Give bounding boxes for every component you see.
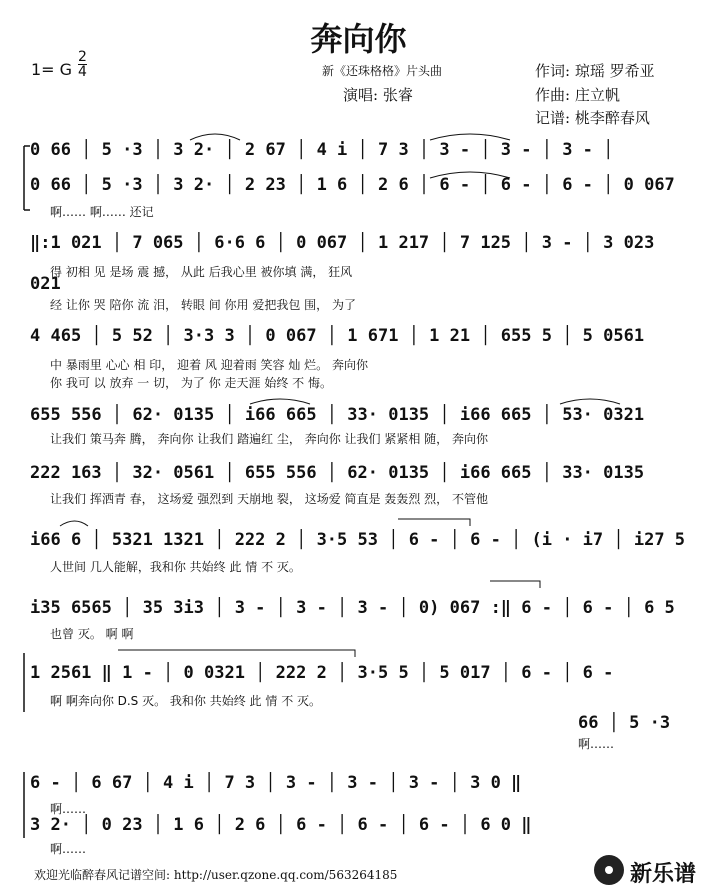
lyric-line: 得 初相 见 是场 震 撼， 从此 后我心里 被你填 满， 狂风 [50,265,353,279]
logo-text: 新乐谱 [630,862,697,887]
notation-line: i66 6 │ 5321 1321 │ 222 2 │ 3·5 53 │ 6 - │ 6 - │ (i · i7 │ i27 5 [30,530,686,550]
slur [190,134,240,140]
lyric-line: 中 暴雨里 心心 相 印， 迎着 风 迎着雨 笑容 灿 烂。 奔向你 [50,358,368,372]
system-brace [24,146,30,210]
slur [250,399,310,404]
lyric-line: 啊 啊奔向你 D.S 灭。 我和你 共始终 此 情 不 灭。 [50,694,322,708]
record-disc-icon [594,855,624,885]
composer-credit: 作曲: 庄立帆 [535,86,620,104]
slur [430,172,510,178]
lyric-line: 啊…… [50,842,87,856]
lyric-line: 也曾 灭。 啊 啊 [50,627,134,641]
notation-line: ‖:1 021 │ 7 065 │ 6·6 6 │ 0 067 │ 1 217 │ 7 125 │ 3 - │ 3 023 [30,233,655,253]
notation-line: 4 465 │ 5 52 │ 3·3 3 │ 0 067 │ 1 671 │ 1 21 │ 655 5 │ 5 0561 [30,326,645,346]
lyric-line: 经 让你 哭 陪你 流 泪， 转眼 间 你用 爱把我包 围， 为了 [50,298,356,312]
notation-line: 6 - │ 6 67 │ 4 i │ 7 3 │ 3 - │ 3 - │ 3 - │ 3 0 ‖ [30,773,522,793]
notation-line: 655 556 │ 62· 0135 │ i66 665 │ 33· 0135 │ i66 665 │ 53· 0321 [30,405,645,425]
lyric-line: 人世间 几人能解，我和你 共始终 此 情 不 灭。 [50,560,301,574]
time-signature: 2 4 [78,49,87,80]
lyric-line: 让我们 挥洒青 春， 这场爱 强烈到 天崩地 裂， 这场爱 简直是 轰轰烈 烈， 不管他 [50,492,488,506]
volta-bracket [118,650,355,657]
slur [430,134,510,140]
notation-line: i35 6565 │ 35 3i3 │ 3 - │ 3 - │ 3 - │ 0) 067 :‖ 6 - │ 6 - │ 6 5 [30,598,675,618]
notation-line: 66 │ 5 ·3 [578,713,671,733]
notation-line: 0 66 │ 5 ·3 │ 3 2· │ 2 23 │ 1 6 │ 2 6 │ 6 - │ 6 - │ 6 - │ 0 067 [30,175,675,195]
footer-credit: 欢迎光临醉春风记谱空间: http://user.qzone.qq.com/563264185 [34,868,398,882]
song-title: 奔向你 [310,20,407,58]
lyric-line: 啊…… [578,737,615,751]
transcriber-credit: 记谱: 桃李醉春风 [535,109,650,127]
lyric-line: 让我们 策马奔 腾， 奔向你 让我们 踏遍红 尘， 奔向你 让我们 紧紧相 随， 奔向你 [50,432,488,446]
slur [560,399,620,404]
key-signature: 1= G [31,60,73,79]
site-logo [594,853,714,889]
volta-bracket [490,581,540,588]
song-subtitle: 新《还珠格格》片头曲 [322,64,443,78]
volta-bracket [398,519,470,526]
lyricist-credit: 作词: 琼瑶 罗希亚 [535,62,655,80]
singer-credit: 演唱: 张睿 [343,86,413,104]
notation-line: 0 66 │ 5 ·3 │ 3 2· │ 2 67 │ 4 i │ 7 3 │ 3 - │ 3 - │ 3 - │ [30,140,614,160]
notation-line: 222 163 │ 32· 0561 │ 655 556 │ 62· 0135 │ i66 665 │ 33· 0135 [30,463,645,483]
notation-line: 021 [30,274,61,294]
slur [60,521,88,526]
notation-line: 1 2561 ‖ 1 - │ 0 0321 │ 222 2 │ 3·5 5 │ 5 017 │ 6 - │ 6 - [30,663,614,683]
notation-line: 3 2· │ 0 23 │ 1 6 │ 2 6 │ 6 - │ 6 - │ 6 - │ 6 0 ‖ [30,815,532,835]
lyric-line: 啊…… [50,802,87,816]
lyric-line: 啊…… 啊…… 还记 [50,205,154,219]
lyric-line: 你 我可 以 放弃 一 切， 为了 你 走天涯 始终 不 悔。 [50,376,332,390]
